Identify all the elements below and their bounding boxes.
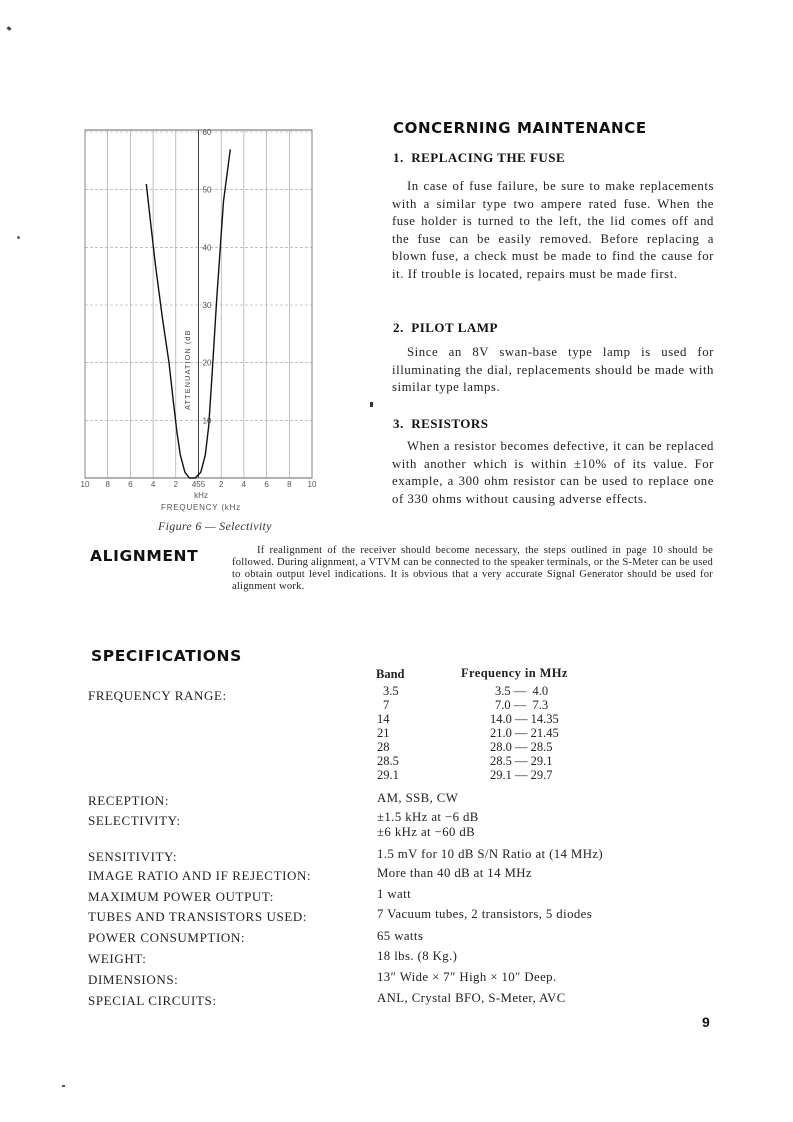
- specifications-title: SPECIFICATIONS: [91, 647, 242, 665]
- band-column-header: Band: [376, 667, 405, 681]
- power-consumption-value: 65 watts: [377, 929, 424, 943]
- page-number: 9: [702, 1014, 710, 1030]
- chart-y-tick-label: 10: [202, 416, 212, 426]
- band-cell: 29.1: [377, 768, 399, 782]
- alignment-title: ALIGNMENT: [90, 547, 199, 565]
- dimensions-label: DIMENSIONS:: [88, 972, 179, 987]
- chart-x-tick-label: 8: [287, 480, 292, 489]
- image-ratio-value: More than 40 dB at 14 MHz: [377, 866, 533, 880]
- frequency-range-label: FREQUENCY RANGE:: [88, 688, 227, 703]
- frequency-cell: 21.0 — 21.45: [490, 726, 559, 740]
- y-axis-label: ATTENUATION (dB: [183, 329, 192, 410]
- selectivity-chart: [70, 120, 330, 520]
- chart-curve-layer: [146, 149, 230, 478]
- lamp-heading: 2. PILOT LAMP: [393, 320, 498, 335]
- selectivity-curve: [146, 149, 230, 478]
- selectivity-label: SELECTIVITY:: [88, 813, 181, 828]
- chart-y-tick-label: 30: [202, 301, 212, 310]
- resistor-paragraph: When a resistor becomes defective, it can be replaced with another which is within ±10% of its value. For example, a 300 ohm resistor can be used to replace one of 330 ohms without causing adverse effects.: [392, 439, 714, 506]
- scan-speck: [17, 236, 20, 239]
- band-cell: 28: [377, 740, 390, 754]
- image-ratio-label: IMAGE RATIO AND IF REJECTION:: [88, 868, 312, 883]
- band-cell: 28.5: [377, 754, 399, 768]
- frequency-cell: 14.0 — 14.35: [490, 712, 559, 726]
- tubes-transistors-value: 7 Vacuum tubes, 2 transistors, 5 diodes: [377, 907, 593, 921]
- power-consumption-label: POWER CONSUMPTION:: [88, 930, 246, 945]
- frequency-column-header: Frequency in MHz: [461, 666, 568, 680]
- chart-x-tick-label: 4: [150, 480, 156, 489]
- band-cell: 3.5: [383, 684, 399, 698]
- chart-y-tick-label: 50: [202, 185, 212, 195]
- weight-value: 18 lbs. (8 Kg.): [377, 949, 458, 963]
- chart-x-tick-label: 6: [128, 480, 133, 489]
- figure-caption: Figure 6 — Selectivity: [158, 519, 272, 533]
- chart-x-tick-label: 2: [173, 480, 179, 489]
- selectivity-value-2: ±6 kHz at −60 dB: [377, 825, 476, 839]
- sensitivity-label: SENSITIVITY:: [88, 849, 178, 864]
- tubes-transistors-label: TUBES AND TRANSISTORS USED:: [88, 909, 308, 924]
- chart-x-tick-label: 8: [105, 480, 110, 489]
- chart-x-tick-label: 10: [80, 480, 90, 489]
- special-circuits-label: SPECIAL CIRCUITS:: [88, 993, 217, 1008]
- frequency-cell: 3.5 — 4.0: [495, 684, 549, 698]
- chart-grid: [85, 130, 312, 478]
- chart-x-tick-label: 10: [307, 480, 317, 489]
- selectivity-value-1: ±1.5 kHz at −6 dB: [377, 810, 479, 824]
- chart-x-ticks: [81, 480, 317, 489]
- max-power-output-label: MAXIMUM POWER OUTPUT:: [88, 889, 275, 904]
- chart-x-tick-label: 6: [264, 480, 269, 489]
- sensitivity-value: 1.5 mV for 10 dB S/N Ratio at (14 MHz): [377, 847, 604, 861]
- band-cell: 14: [377, 712, 390, 726]
- chart-y-tick-label: 60: [202, 128, 212, 137]
- band-cell: 21: [377, 726, 390, 740]
- alignment-paragraph: If realignment of the receiver should become necessary, the steps outlined in page 10 should be followed. During alignment, a VTVM can be connected to the speaker terminals, or the S-Meter can be used to obtain output level indications. It is obvious that a very accurate Signal Generator should be used for alignment work.: [232, 545, 713, 592]
- dimensions-value: 13″ Wide × 7″ High × 10″ Deep.: [377, 970, 557, 984]
- x-axis-unit: kHz: [194, 491, 208, 500]
- scan-speck: [62, 1085, 65, 1087]
- lamp-paragraph: Since an 8V swan-base type lamp is used for illuminating the dial, replacements should be made with similar type lamps.: [392, 345, 714, 394]
- chart-y-tick-label: 20: [202, 358, 212, 368]
- chart-y-tick-label: 40: [202, 243, 212, 253]
- max-power-output-value: 1 watt: [377, 887, 412, 901]
- frequency-cell: 7.0 — 7.3: [495, 698, 549, 712]
- scan-speck: [7, 26, 12, 31]
- chart-y-ticks: [203, 128, 212, 425]
- maintenance-title: CONCERNING MAINTENANCE: [393, 119, 647, 137]
- reception-value: AM, SSB, CW: [377, 791, 459, 805]
- fuse-paragraph: In case of fuse failure, be sure to make replacements with a similar type two ampere rated fuse. When the fuse holder is turned to the left, the lid comes off and the fuse can be easily removed. Before replacing a blown fuse, a check must be made to find the cause for it. If trouble is located, repairs must be made first.: [392, 179, 714, 281]
- chart-x-tick-label: 455: [191, 480, 206, 489]
- frequency-cell: 28.0 — 28.5: [490, 740, 553, 754]
- special-circuits-value: ANL, Crystal BFO, S-Meter, AVC: [377, 991, 566, 1005]
- frequency-cell: 28.5 — 29.1: [490, 754, 553, 768]
- fuse-heading: 1. REPLACING THE FUSE: [393, 150, 566, 165]
- scan-speck: [370, 402, 373, 407]
- band-cell: 7: [383, 698, 390, 712]
- chart-x-tick-label: 2: [218, 480, 224, 489]
- resistor-heading: 3. RESISTORS: [393, 416, 489, 431]
- x-axis-label: FREQUENCY (kHz: [161, 503, 241, 512]
- reception-label: RECEPTION:: [88, 793, 170, 808]
- weight-label: WEIGHT:: [88, 951, 147, 966]
- frequency-cell: 29.1 — 29.7: [490, 768, 553, 782]
- chart-x-tick-label: 4: [241, 480, 247, 489]
